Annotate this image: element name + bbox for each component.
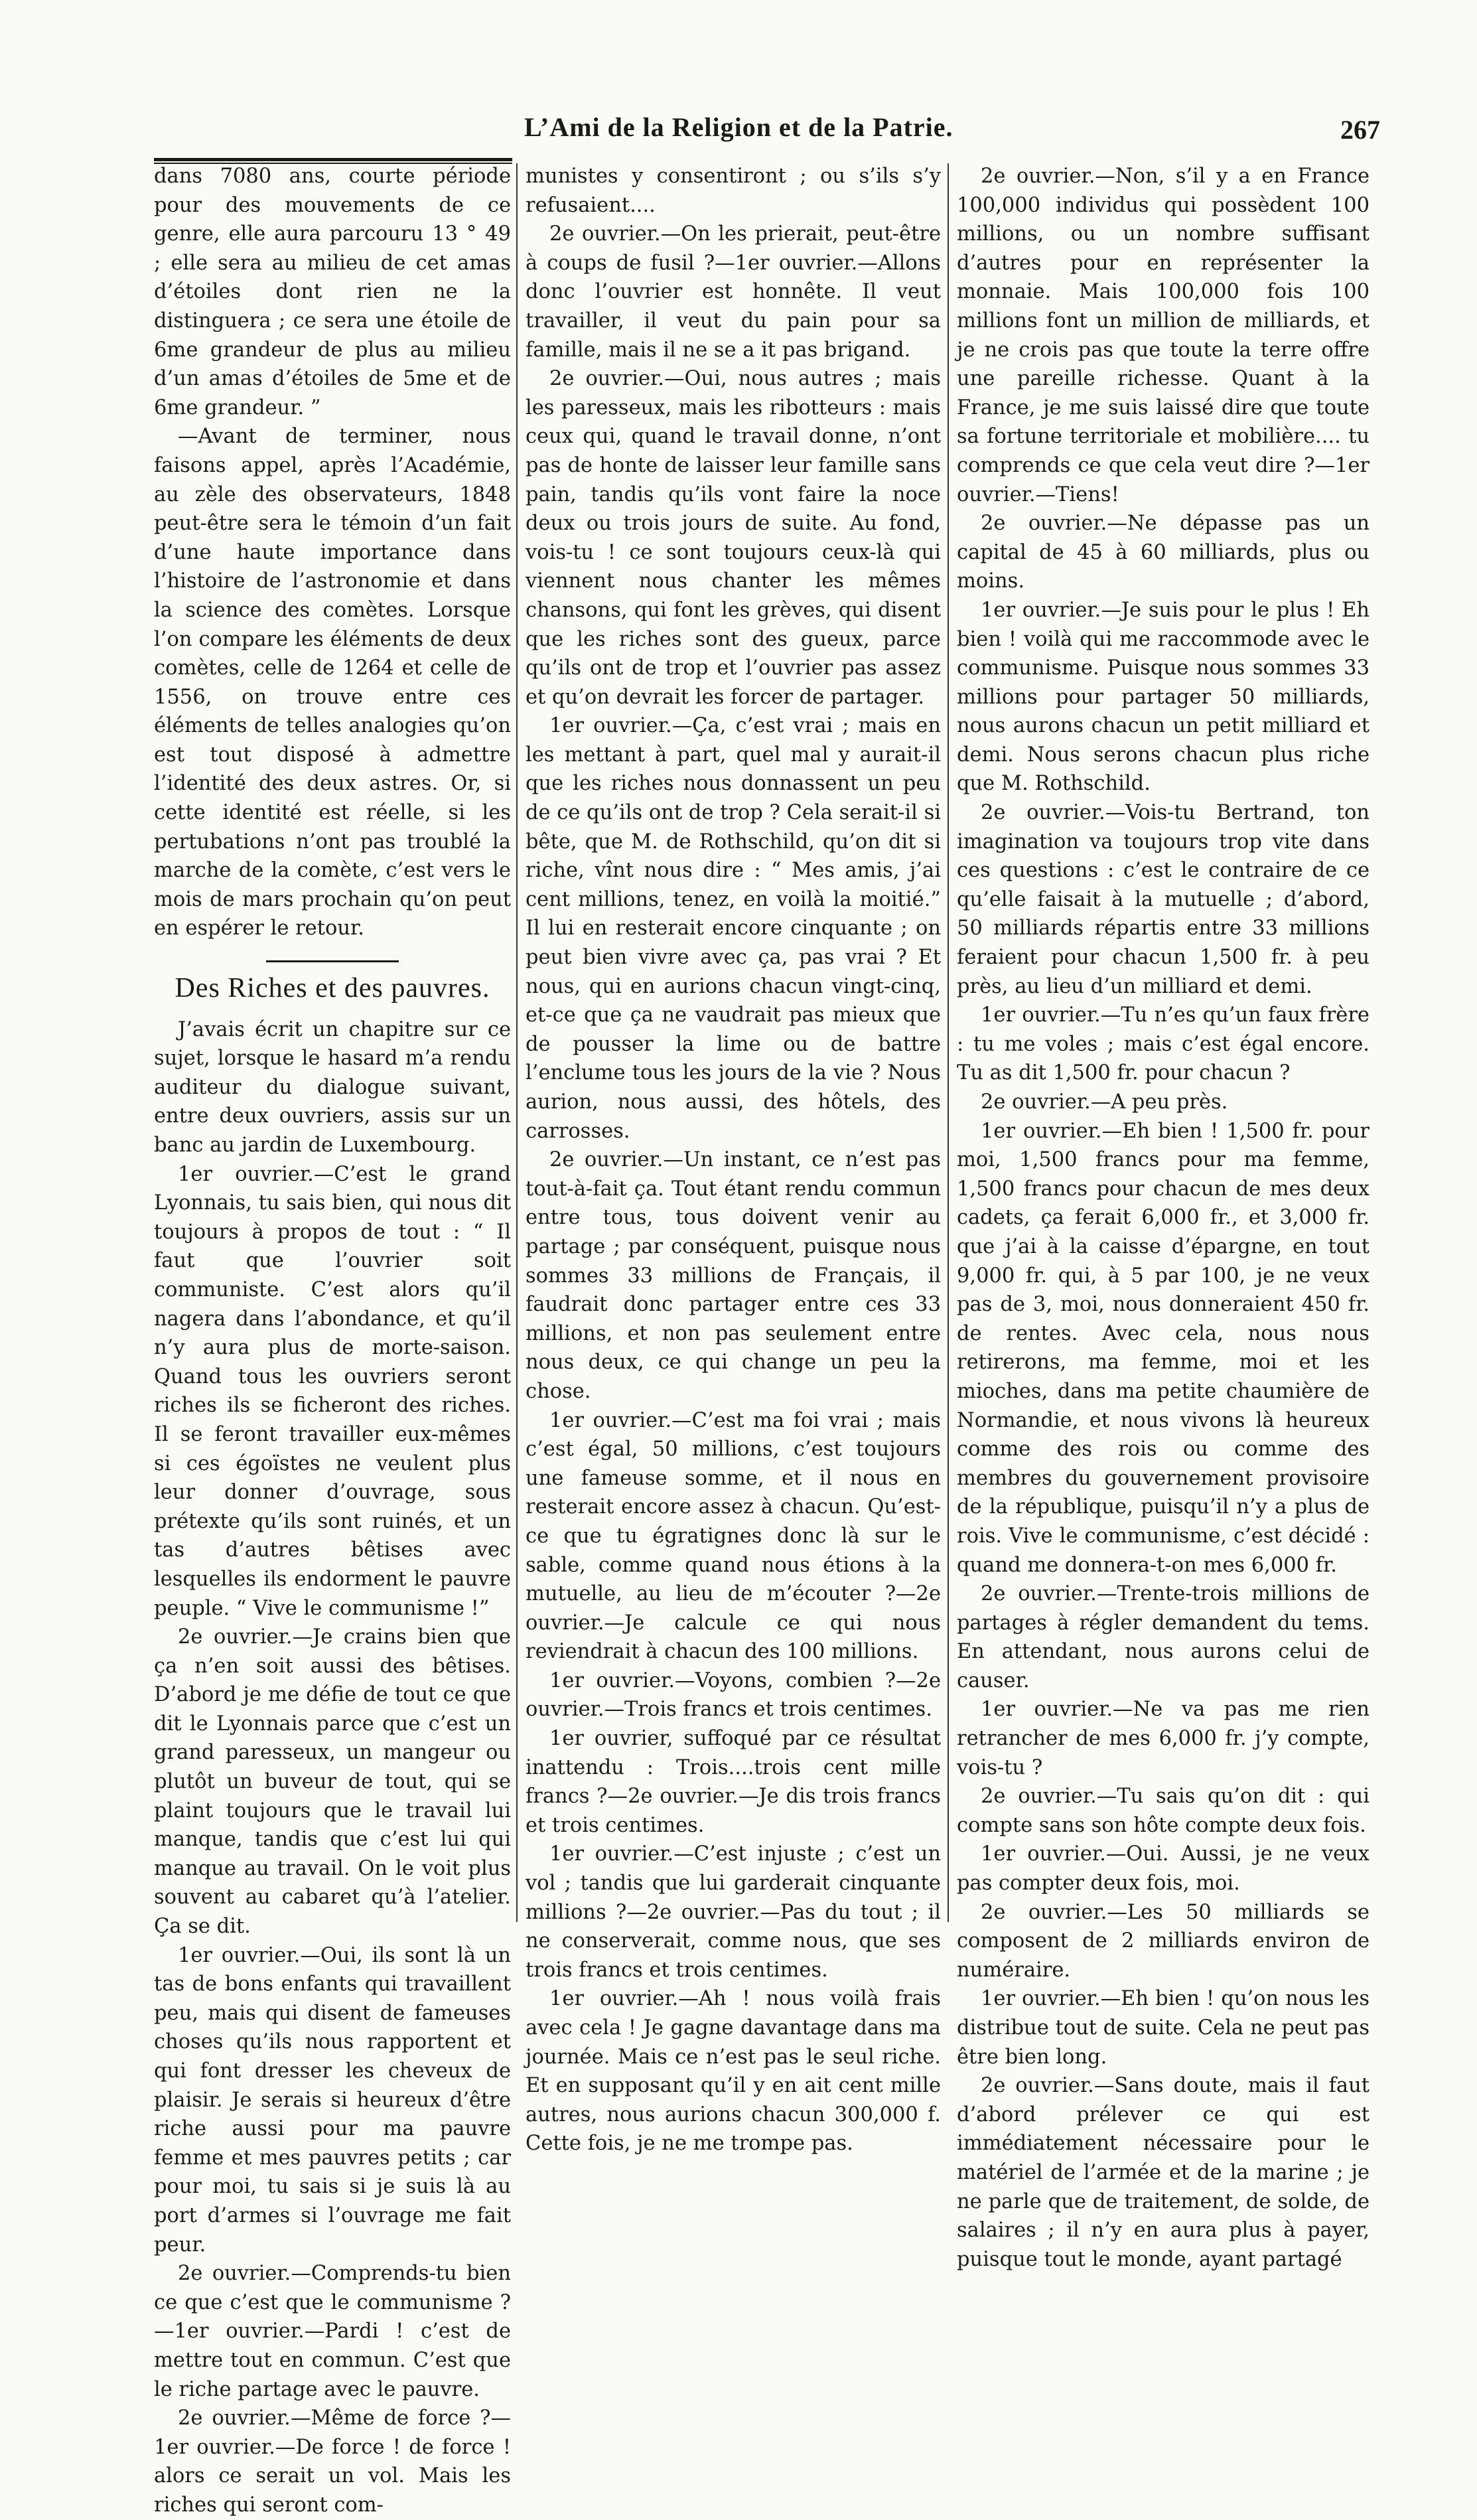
paragraph: 1er ouvrier.—Eh bien ! qu’on nous les distribue tout de suite. Cela ne peut pas être bien long. xyxy=(957,1987,1370,2069)
page-number: 267 xyxy=(1340,115,1380,145)
paragraph: 2e ouvrier.—Sans doute, mais il faut d’abord prélever ce qui est immédiatement nécessaire pour le matériel de l’armée et de la marine ; je ne parle que de traitement, de solde, de salaires ; il n’y en aura plus à payer, puisque tout le monde, ayant partagé xyxy=(957,2074,1370,2271)
paragraph: 1er ouvrier, suffoqué par ce résultat inattendu : Trois....trois cent mille francs ?—2e ouvrier.—Je dis trois francs et trois centimes. xyxy=(526,1727,941,1837)
paragraph: munistes y consentiront ; ou s’ils s’y refusaient.... xyxy=(526,165,941,217)
paragraph: 1er ouvrier.—C’est ma foi vrai ; mais c’est égal, 50 millions, c’est toujours une fameuse somme, et il nous en resterait encore assez à chacun. Qu’est-ce que tu égratignes donc là sur le sable, comme quand nous étions à la mutuelle, au lieu de m’écouter ?—2e ouvrier.—Je calcule ce qui nous reviendrait à chacun des 100 millions. xyxy=(526,1408,941,1664)
paragraph: 2e ouvrier.—Trente-trois millions de partages à régler demandent du tems. En attendant, nous aurons celui de causer. xyxy=(957,1582,1370,1692)
section-separator xyxy=(266,960,399,962)
paragraph: 1er ouvrier.—C’est injuste ; c’est un vol ; tandis que lui garderait cinquante millions ?—2e ouvrier.—Pas du tout ; il ne conserverait, comme nous, que ses trois francs et trois centimes. xyxy=(526,1842,941,1982)
page-header xyxy=(153,111,1380,158)
column-divider-right xyxy=(948,163,949,1922)
paragraph: 1er ouvrier.—Tu n’es qu’un faux frère : tu me voles ; mais c’est égal encore. Tu as dit 1,500 fr. pour chacun ? xyxy=(957,1003,1370,1085)
paragraph: 2e ouvrier.—Ne dépasse pas un capital de 45 à 60 milliards, plus ou moins. xyxy=(957,512,1370,593)
column-2 xyxy=(526,162,941,2156)
paragraph: 2e ouvrier.—Tu sais qu’on dit : qui compte sans son hôte compte deux fois. xyxy=(957,1785,1370,1837)
paragraph: 2e ouvrier.—On les prierait, peut-être à coups de fusil ?—1er ouvrier.—Allons donc l’ouvrier est honnête. Il veut travailler, il veut du pain pour sa famille, mais il ne se a it pas brigand. xyxy=(526,222,941,362)
paragraph: 2e ouvrier.—Même de force ?—1er ouvrier.—De force ! de force ! alors ce serait un vol. Mais les riches qui seront com- xyxy=(154,2407,511,2517)
paragraph: 2e ouvrier.—Comprends-tu bien ce que c’est que le communisme ?—1er ouvrier.—Pardi ! c’est de mettre tout en commun. C’est que le riche partage avec le pauvre. xyxy=(154,2262,511,2401)
paragraph: 1er ouvrier.—Oui. Aussi, je ne veux pas compter deux fois, moi. xyxy=(957,1842,1370,1895)
section-title: Des Riches et des pauvres. xyxy=(175,973,490,1004)
paragraph: 1er ouvrier.—Ça, c’est vrai ; mais en les mettant à part, quel mal y aurait-il que les riches nous donnassent un peu de ce qu’ils ont de trop ? Cela serait-il si bête, que M. de Rothschild, qu’on dit si riche, vînt nous dire : “ Mes amis, j’ai cent millions, tenez, en voilà la moitié.” Il lui en resterait encore cinquante ; on peut bien vivre avec ça, pas vrai ? Et nous, qui en aurions chacun vingt-cinq, et-ce que ça ne vaudrait pas mieux que de pousser la lime ou de battre l’enclume tous les jours de la vie ? Nous aurion, nous aussi, des hôtels, des carrosses. xyxy=(526,714,941,1143)
column-divider-left xyxy=(516,163,518,1922)
paragraph: —Avant de terminer, nous faisons appel, après l’Académie, au zèle des observateurs, 1848 peut-être sera le témoin d’un fait d’une haute importance dans l’histoire de l’astronomie et dans la science des comètes. Lorsque l’on compare les éléments de deux comètes, celle de 1264 et celle de 1556, on trouve entre ces éléments de telles analogies qu’on est tout disposé à admettre l’identité des deux astres. Or, si cette identité est réelle, si les pertubations n’ont pas troublé la marche de la comète, c’est vers le mois de mars prochain qu’on peut en espérer le retour. xyxy=(154,425,511,940)
paragraph: 2e ouvrier.—Non, s’il y a en France 100,000 individus qui possèdent 100 millions, ou un nombre suffisant d’autres pour en représenter la monnaie. Mais 100,000 fois 100 millions font un million de milliards, et je ne crois pas que toute la terre offre une pareille richesse. Quant à la France, je me suis laissé dire que toute sa fortune territoriale et mobilière.... tu comprends ce que cela veut dire ?—1er ouvrier.—Tiens! xyxy=(957,165,1370,506)
paragraph: dans 7080 ans, courte période pour des mouvements de ce genre, elle aura parcouru 13 ° 49 ; elle sera au milieu de cet amas d’étoiles dont rien ne la distinguera ; ce sera une étoile de 6me grandeur de plus au milieu d’un amas d’étoiles de 5me et de 6me grandeur. ” xyxy=(154,165,511,419)
paragraph: 2e ouvrier.—Un instant, ce n’est pas tout-à-fait ça. Tout étant rendu commun entre tous, tous doivent venir au partage ; par conséquent, puisque nous sommes 33 millions de Français, il faudrait donc partager entre ces 33 millions, et non pas seulement entre nous deux, ce qui change un peu la chose. xyxy=(526,1148,941,1403)
paragraph: 2e ouvrier.—Oui, nous autres ; mais les paresseux, mais les ribotteurs : mais ceux qui, quand le travail donne, n’ont pas de honte de laisser leur famille sans pain, tandis qu’ils vont faire la noce deux ou trois jours de suite. Au fond, vois-tu ! ce sont toujours ceux-là qui viennent nous chanter les mêmes chansons, qui font les grèves, qui disent que les riches sont des gueux, parce qu’ils ont de trop et l’ouvrier pas assez et qu’on devrait les forcer de partager. xyxy=(526,367,941,709)
paragraph: 1er ouvrier.—Eh bien ! 1,500 fr. pour moi, 1,500 francs pour ma femme, 1,500 francs pour chacun de mes deux cadets, ça ferait 6,000 fr., et 3,000 fr. que j’ai à la caisse d’épargne, en tout 9,000 fr. qui, à 5 par 100, je ne veux pas de 3, moi, nous donneraient 450 fr. de rentes. Avec cela, nous nous retirerons, ma femme, moi et les mioches, dans ma petite chaumière de Normandie, et nous vivons là heureux comme des rois ou comme des membres du gouvernement provisoire de la république, puisqu’il n’y a plus de rois. Vive le communisme, c’est décidé : quand me donnera-t-on mes 6,000 fr. xyxy=(957,1119,1370,1577)
paragraph: 2e ouvrier.—Les 50 milliards se composent de 2 milliards environ de numéraire. xyxy=(957,1900,1370,1982)
paragraph: 2e ouvrier.—Vois-tu Bertrand, ton imagination va toujours trop vite dans ces questions : c’est le contraire de ce qu’elle faisait à la mutuelle ; d’abord, 50 milliards répartis entre 33 millions feraient pour chacun 1,500 fr. à peu près, au lieu d’un milliard et demi. xyxy=(957,801,1370,998)
paragraph: 1er ouvrier.—Oui, ils sont là un tas de bons enfants qui travaillent peu, mais qui disent de fameuses choses qu’ils nous rapportent et qui font dresser les cheveux de plaisir. Je serais si heureux d’être riche aussi pour ma pauvre femme et mes pauvres petits ; car pour moi, tu sais si je suis là au port d’armes si l’ouvrage me fait peur. xyxy=(154,1943,511,2257)
paragraph: 1er ouvrier.—Ah ! nous voilà frais avec cela ! Je gagne davantage dans ma journée. Mais ce n’est pas le seul riche. Et en supposant qu’il y en ait cent mille autres, nous aurions chacun 300,000 f. Cette fois, je ne me trompe pas. xyxy=(526,1987,941,2156)
paragraph: 1er ouvrier.—Je suis pour le plus ! Eh bien ! voilà qui me raccommode avec le communisme. Puisque nous sommes 33 millions pour partager 50 milliards, nous aurons chacun un petit milliard et demi. Nous serons chacun plus riche que M. Rothschild. xyxy=(957,598,1370,796)
paragraph: 2e ouvrier.—A peu près. xyxy=(981,1090,1228,1114)
paragraph: 1er ouvrier.—Voyons, combien ?—2e ouvrier.—Trois francs et trois centimes. xyxy=(526,1668,941,1722)
paragraph: 1er ouvrier.—Ne va pas me rien retrancher de mes 6,000 fr. j’y compte, vois-tu ? xyxy=(957,1698,1370,1779)
column-1 xyxy=(154,162,511,2517)
paragraph: 1er ouvrier.—C’est le grand Lyonnais, tu sais bien, qui nous dit toujours à propos de tout : “ Il faut que l’ouvrier soit communiste. C’est alors qu’il nagera dans l’abondance, et qu’il n’y aura plus de morte-saison. Quand tous les ouvriers seront riches ils se ficheront des riches. Il se feront travailler eux-mêmes si ces égoïstes ne veulent plus leur donner d’ouvrage, sous prétexte qu’ils sont ruinés, et un tas d’autres bêtises avec lesquelles ils endorment le pauvre peuple. “ Vive le communisme !” xyxy=(154,1162,511,1620)
column-3 xyxy=(957,162,1370,2271)
running-title: L’Ami de la Religion et de la Patrie. xyxy=(524,112,953,142)
paragraph: 2e ouvrier.—Je crains bien que ça n’en soit aussi des bêtises. D’abord je me défie de tout ce que dit le Lyonnais parce que c’est un grand paresseux, un mangeur ou plutôt un buveur de tout, qui se plaint toujours que le travail lui manque, tandis que c’est lui qui manque au travail. On le voit plus souvent au cabaret qu’à l’atelier. Ça se dit. xyxy=(154,1625,511,1939)
paragraph: J’avais écrit un chapitre sur ce sujet, lorsque le hasard m’a rendu auditeur du dialogue suivant, entre deux ouvriers, assis sur un banc au jardin de Luxembourg. xyxy=(154,1017,511,1157)
